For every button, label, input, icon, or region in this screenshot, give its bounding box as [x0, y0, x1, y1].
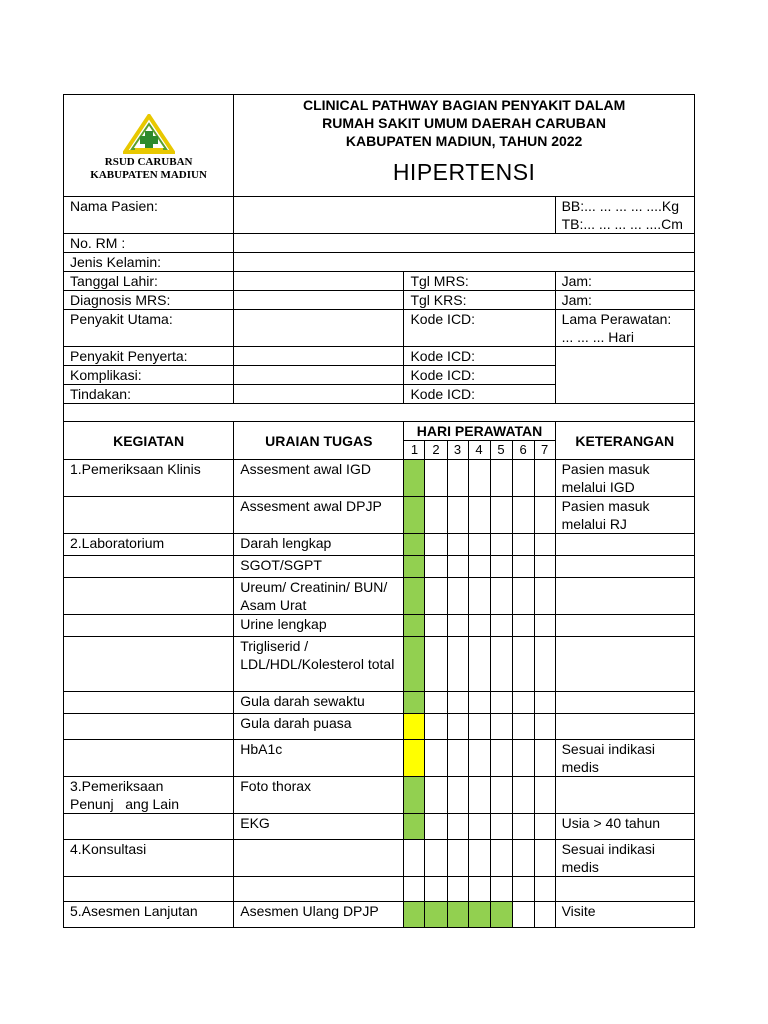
cell-keterangan: Usia > 40 tahun	[555, 814, 694, 840]
field-jenis-kelamin[interactable]	[234, 253, 695, 272]
day-cell-4[interactable]	[468, 814, 490, 840]
day-cell-3[interactable]	[447, 814, 468, 840]
day-cell-4[interactable]	[468, 740, 490, 777]
day-cell-2[interactable]	[425, 637, 447, 692]
logo-cell	[64, 95, 234, 197]
day-cell-6[interactable]	[512, 902, 534, 928]
field-diagnosis[interactable]	[234, 291, 404, 310]
cell-uraian: Darah lengkap	[234, 534, 404, 556]
label-kode-icd-utama: Kode ICD:	[404, 310, 555, 347]
day-cell-2[interactable]	[425, 460, 447, 497]
table-row	[64, 777, 695, 814]
day-cell-5[interactable]	[490, 740, 512, 777]
title-line2: RUMAH SAKIT UMUM DAERAH CARUBAN	[322, 115, 607, 131]
day-header-2: 2	[425, 441, 447, 460]
day-cell-2[interactable]	[425, 692, 447, 714]
cell-uraian: Gula darah sewaktu	[234, 692, 404, 714]
cell-keterangan: Pasien masuk melalui RJ	[555, 497, 694, 534]
day-cell-5[interactable]	[490, 637, 512, 692]
field-bb-tb[interactable]	[555, 197, 694, 234]
day-cell-2[interactable]	[425, 497, 447, 534]
field-tindakan[interactable]	[234, 385, 404, 404]
day-cell-2[interactable]	[425, 777, 447, 814]
day-cell-3[interactable]	[447, 902, 468, 928]
day-cell-2[interactable]	[425, 740, 447, 777]
field-tanggal-lahir[interactable]	[234, 272, 404, 291]
day-cell-3[interactable]	[447, 692, 468, 714]
day-cell-1[interactable]	[404, 777, 425, 814]
day-cell-4[interactable]	[468, 497, 490, 534]
day-cell-6[interactable]	[512, 497, 534, 534]
field-blank-right	[555, 347, 694, 404]
cell-kegiatan	[64, 692, 234, 714]
col-header-hari: HARI PERAWATAN	[404, 422, 555, 441]
day-cell-5[interactable]	[490, 497, 512, 534]
cell-kegiatan	[64, 637, 234, 692]
day-cell-3[interactable]	[447, 460, 468, 497]
day-cell-1[interactable]	[404, 578, 425, 615]
table-row	[64, 877, 695, 902]
table-row	[64, 534, 695, 556]
day-header-1: 1	[404, 441, 425, 460]
cell-kegiatan	[64, 877, 234, 902]
day-cell-3[interactable]	[447, 877, 468, 902]
field-no-rm[interactable]	[234, 234, 695, 253]
cell-keterangan: Pasien masuk melalui IGD	[555, 460, 694, 497]
day-cell-7[interactable]	[534, 692, 555, 714]
cell-uraian: Foto thorax	[234, 777, 404, 814]
day-cell-4[interactable]	[468, 714, 490, 740]
day-cell-1[interactable]	[404, 714, 425, 740]
cell-uraian: SGOT/SGPT	[234, 556, 404, 578]
day-cell-1[interactable]	[404, 637, 425, 692]
day-cell-1[interactable]	[404, 556, 425, 578]
day-header-3: 3	[447, 441, 468, 460]
day-cell-4[interactable]	[468, 534, 490, 556]
label-jam-krs: Jam:	[555, 291, 694, 310]
day-cell-3[interactable]	[447, 740, 468, 777]
label-komplikasi: Komplikasi:	[64, 366, 234, 385]
day-cell-6[interactable]	[512, 556, 534, 578]
cell-keterangan	[555, 578, 694, 615]
field-penyakit-utama[interactable]	[234, 310, 404, 347]
day-cell-5[interactable]	[490, 840, 512, 877]
day-cell-5[interactable]	[490, 578, 512, 615]
day-cell-2[interactable]	[425, 902, 447, 928]
label-nama-pasien: Nama Pasien:	[64, 197, 234, 234]
title-line1: CLINICAL PATHWAY BAGIAN PENYAKIT DALAM	[302, 97, 626, 113]
table-row	[64, 714, 695, 740]
day-cell-3[interactable]	[447, 840, 468, 877]
title-line3: KABUPATEN MADIUN, TAHUN 2022	[345, 133, 583, 149]
label-tindakan: Tindakan:	[64, 385, 234, 404]
day-cell-1[interactable]	[404, 497, 425, 534]
day-cell-2[interactable]	[425, 814, 447, 840]
cell-uraian: Gula darah puasa	[234, 714, 404, 740]
day-cell-5[interactable]	[490, 692, 512, 714]
day-cell-1[interactable]	[404, 740, 425, 777]
spacer-row	[64, 404, 695, 422]
day-cell-7[interactable]	[534, 460, 555, 497]
day-cell-6[interactable]	[512, 777, 534, 814]
day-cell-2[interactable]	[425, 877, 447, 902]
day-cell-6[interactable]	[512, 840, 534, 877]
cell-kegiatan	[64, 740, 234, 777]
day-cell-3[interactable]	[447, 497, 468, 534]
day-cell-1[interactable]	[404, 877, 425, 902]
table-row	[64, 556, 695, 578]
day-cell-4[interactable]	[468, 615, 490, 637]
cell-keterangan	[555, 777, 694, 814]
day-cell-6[interactable]	[512, 877, 534, 902]
label-bb: BB:... ... ... ... ....Kg	[561, 198, 680, 214]
day-cell-4[interactable]	[468, 877, 490, 902]
header-title-cell	[234, 95, 695, 197]
day-cell-6[interactable]	[512, 578, 534, 615]
day-header-5: 5	[490, 441, 512, 460]
day-cell-3[interactable]	[447, 637, 468, 692]
cell-keterangan	[555, 637, 694, 692]
cell-uraian: HbA1c	[234, 740, 404, 777]
day-cell-2[interactable]	[425, 615, 447, 637]
table-row	[64, 460, 695, 497]
day-cell-6[interactable]	[512, 714, 534, 740]
day-cell-4[interactable]	[468, 777, 490, 814]
day-cell-1[interactable]	[404, 460, 425, 497]
day-cell-5[interactable]	[490, 534, 512, 556]
day-cell-7[interactable]	[534, 578, 555, 615]
day-cell-6[interactable]	[512, 814, 534, 840]
disease-title: HIPERTENSI	[392, 159, 536, 185]
day-cell-7[interactable]	[534, 615, 555, 637]
day-header-4: 4	[468, 441, 490, 460]
day-cell-7[interactable]	[534, 902, 555, 928]
field-nama-pasien[interactable]	[234, 197, 555, 234]
day-cell-4[interactable]	[468, 840, 490, 877]
day-cell-5[interactable]	[490, 777, 512, 814]
field-penyakit-penyerta[interactable]	[234, 347, 404, 366]
cell-uraian: Assesment awal IGD	[234, 460, 404, 497]
cell-keterangan	[555, 714, 694, 740]
table-row	[64, 578, 695, 615]
label-penyakit-utama: Penyakit Utama:	[64, 310, 234, 347]
label-penyakit-penyerta: Penyakit Penyerta:	[64, 347, 234, 366]
table-row	[64, 814, 695, 840]
day-cell-3[interactable]	[447, 534, 468, 556]
day-cell-7[interactable]	[534, 777, 555, 814]
day-cell-7[interactable]	[534, 556, 555, 578]
day-cell-1[interactable]	[404, 534, 425, 556]
day-cell-2[interactable]	[425, 578, 447, 615]
label-tgl-krs: Tgl KRS:	[404, 291, 555, 310]
table-row	[64, 692, 695, 714]
cell-uraian: EKG	[234, 814, 404, 840]
label-tb: TB:... ... ... ... ....Cm	[561, 216, 683, 232]
label-kode-icd-penyerta: Kode ICD:	[404, 347, 555, 366]
label-jenis-kelamin: Jenis Kelamin:	[64, 253, 234, 272]
day-cell-1[interactable]	[404, 692, 425, 714]
day-cell-6[interactable]	[512, 460, 534, 497]
day-cell-6[interactable]	[512, 692, 534, 714]
cell-keterangan	[555, 556, 694, 578]
cell-uraian: Asesmen Ulang DPJP	[234, 902, 404, 928]
day-header-7: 7	[534, 441, 555, 460]
table-row	[64, 902, 695, 928]
cell-kegiatan	[64, 556, 234, 578]
day-cell-2[interactable]	[425, 534, 447, 556]
cell-uraian	[234, 840, 404, 877]
cell-kegiatan	[64, 615, 234, 637]
label-kode-icd-komplikasi: Kode ICD:	[404, 366, 555, 385]
day-cell-1[interactable]	[404, 840, 425, 877]
cell-kegiatan	[64, 714, 234, 740]
cell-kegiatan: 3.Pemeriksaan Penunj ang Lain	[64, 777, 234, 814]
day-cell-7[interactable]	[534, 637, 555, 692]
day-cell-2[interactable]	[425, 840, 447, 877]
label-jam-mrs: Jam:	[555, 272, 694, 291]
day-cell-3[interactable]	[447, 615, 468, 637]
cell-kegiatan	[64, 814, 234, 840]
label-hari: ... ... ... Hari	[561, 329, 634, 345]
day-cell-3[interactable]	[447, 578, 468, 615]
day-cell-3[interactable]	[447, 777, 468, 814]
day-cell-4[interactable]	[468, 556, 490, 578]
table-row	[64, 497, 695, 534]
label-kode-icd-tindakan: Kode ICD:	[404, 385, 555, 404]
day-cell-6[interactable]	[512, 534, 534, 556]
day-cell-4[interactable]	[468, 460, 490, 497]
cell-uraian: Urine lengkap	[234, 615, 404, 637]
day-cell-1[interactable]	[404, 902, 425, 928]
day-cell-5[interactable]	[490, 902, 512, 928]
day-cell-1[interactable]	[404, 615, 425, 637]
label-tanggal-lahir: Tanggal Lahir:	[64, 272, 234, 291]
field-lama-perawatan[interactable]	[555, 310, 694, 347]
day-cell-7[interactable]	[534, 740, 555, 777]
day-cell-7[interactable]	[534, 840, 555, 877]
cell-keterangan	[555, 534, 694, 556]
col-header-uraian: URAIAN TUGAS	[234, 422, 404, 460]
field-komplikasi[interactable]	[234, 366, 404, 385]
day-cell-5[interactable]	[490, 615, 512, 637]
table-row	[64, 740, 695, 777]
day-cell-6[interactable]	[512, 740, 534, 777]
logo-text-line2: KABUPATEN MADIUN	[90, 168, 207, 181]
day-cell-2[interactable]	[425, 556, 447, 578]
day-cell-2[interactable]	[425, 714, 447, 740]
day-cell-7[interactable]	[534, 714, 555, 740]
label-lama-perawatan: Lama Perawatan:	[561, 311, 672, 327]
table-row	[64, 840, 695, 877]
col-header-kegiatan: KEGIATAN	[64, 422, 234, 460]
day-cell-5[interactable]	[490, 877, 512, 902]
cell-kegiatan: 1.Pemeriksaan Klinis	[64, 460, 234, 497]
day-cell-6[interactable]	[512, 615, 534, 637]
cell-kegiatan: 4.Konsultasi	[64, 840, 234, 877]
day-cell-6[interactable]	[512, 637, 534, 692]
logo-text-line1: RSUD CARUBAN	[104, 155, 193, 168]
cell-kegiatan: 5.Asesmen Lanjutan	[64, 902, 234, 928]
clinical-pathway-table	[63, 94, 695, 928]
day-cell-4[interactable]	[468, 692, 490, 714]
day-cell-7[interactable]	[534, 497, 555, 534]
label-diagnosis: Diagnosis MRS:	[64, 291, 234, 310]
hospital-logo-icon	[123, 114, 175, 154]
cell-keterangan	[555, 615, 694, 637]
day-header-6: 6	[512, 441, 534, 460]
day-cell-5[interactable]	[490, 814, 512, 840]
cell-keterangan: Visite	[555, 902, 694, 928]
day-cell-5[interactable]	[490, 714, 512, 740]
day-cell-7[interactable]	[534, 814, 555, 840]
cell-uraian: Ureum/ Creatinin/ BUN/ Asam Urat	[234, 578, 404, 615]
col-header-keterangan: KETERANGAN	[555, 422, 694, 460]
day-cell-4[interactable]	[468, 637, 490, 692]
day-cell-4[interactable]	[468, 578, 490, 615]
table-row	[64, 637, 695, 692]
cell-uraian: Assesment awal DPJP	[234, 497, 404, 534]
day-cell-3[interactable]	[447, 714, 468, 740]
cell-keterangan	[555, 692, 694, 714]
cell-keterangan: Sesuai indikasi medis	[555, 740, 694, 777]
label-tgl-mrs: Tgl MRS:	[404, 272, 555, 291]
cell-kegiatan	[64, 497, 234, 534]
cell-kegiatan	[64, 578, 234, 615]
label-no-rm: No. RM :	[64, 234, 234, 253]
cell-uraian: Trigliserid / LDL/HDL/Kolesterol total	[234, 637, 404, 692]
day-cell-7[interactable]	[534, 877, 555, 902]
cell-uraian	[234, 877, 404, 902]
cell-keterangan: Sesuai indikasi medis	[555, 840, 694, 877]
cell-keterangan	[555, 877, 694, 902]
day-cell-5[interactable]	[490, 556, 512, 578]
day-cell-4[interactable]	[468, 902, 490, 928]
day-cell-3[interactable]	[447, 556, 468, 578]
day-cell-5[interactable]	[490, 460, 512, 497]
cell-kegiatan: 2.Laboratorium	[64, 534, 234, 556]
table-row	[64, 615, 695, 637]
day-cell-1[interactable]	[404, 814, 425, 840]
day-cell-7[interactable]	[534, 534, 555, 556]
